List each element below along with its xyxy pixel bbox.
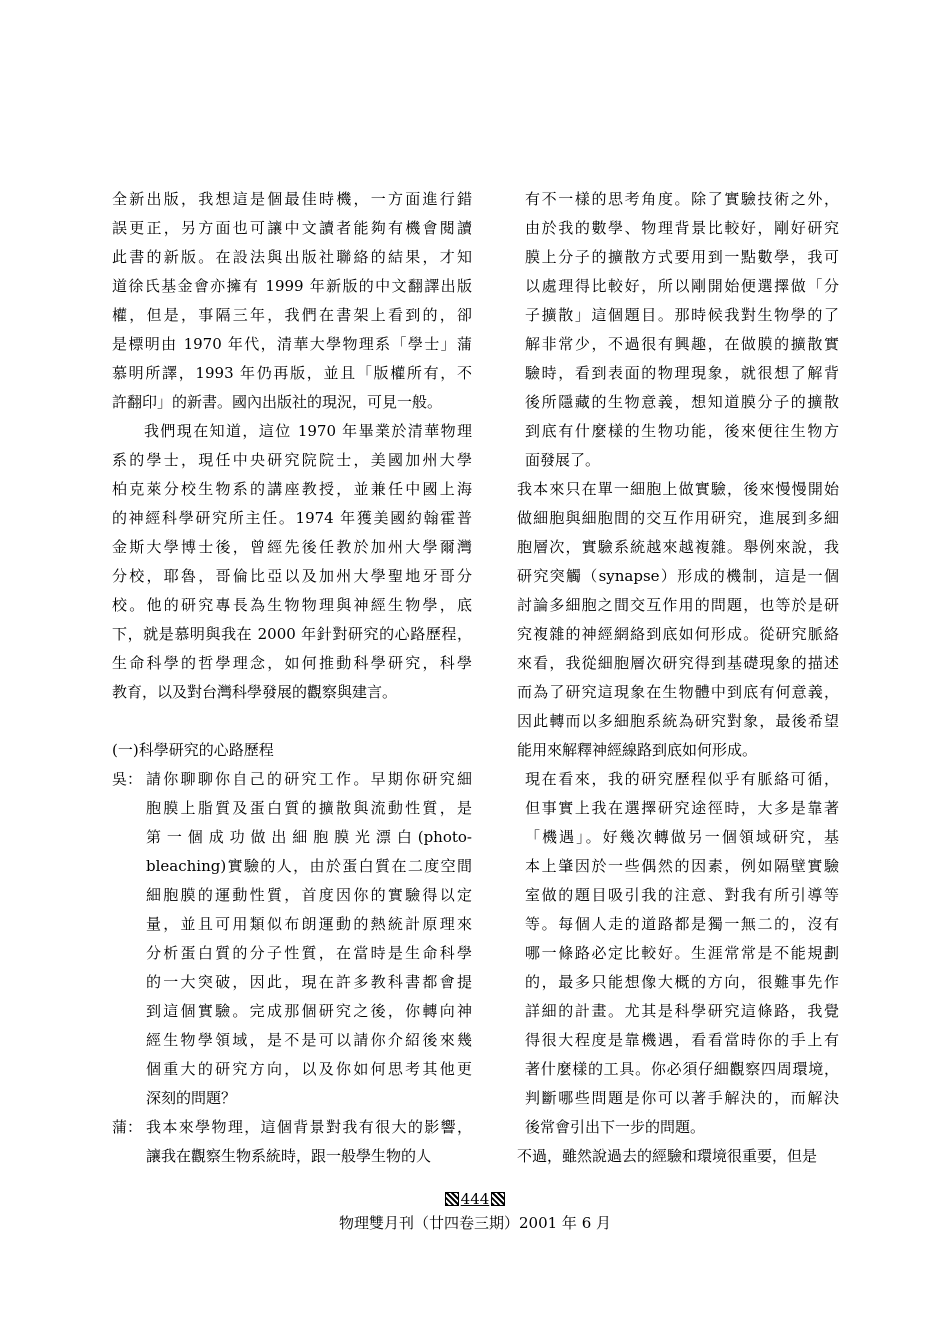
text-line: 深刻的問題？	[146, 1089, 237, 1107]
text-line: 請你聊聊你自己的研究工作。早期你研究細	[146, 770, 472, 788]
text-line: 我本來學物理，這個背景對我有很大的影響，	[146, 1118, 472, 1136]
text-line: 而為了研究這現象在生物體中到底有何意義，	[517, 683, 839, 701]
text-line: 胞膜上脂質及蛋白質的擴散與流動性質，是	[146, 799, 472, 817]
pu-answer	[112, 1113, 472, 1171]
text-line: 系的學士，現任中央研究院院士，美國加州大學	[112, 451, 472, 469]
left-column	[112, 185, 472, 1171]
text-line: 做細胞與細胞間的交互作用研究，進展到多細	[517, 509, 839, 527]
speaker-pu: 蒲：	[112, 1118, 143, 1136]
text-line: 來看，我從細胞層次研究得到基礎現象的描述	[517, 654, 839, 672]
text-line: 詳細的計畫。尤其是科學研究這條路，我覺	[525, 1002, 839, 1020]
text-line: 判斷哪些問題是你可以著手解決的，而解決	[525, 1089, 839, 1107]
text-line: 慕明所譯，1993 年仍再版，並且「版權所有，不	[112, 364, 472, 382]
text-line: 解非常少，不過很有興趣，在做膜的擴散實	[525, 335, 839, 353]
text-line: 分析蛋白質的分子性質，在當時是生命科學	[146, 944, 472, 962]
text-line: 討論多細胞之間交互作用的問題，也等於是研	[517, 596, 839, 614]
text-line: 驗時，看到表面的物理現象，就很想了解背	[525, 364, 839, 382]
text-line: 不過，雖然說過去的經驗和環境很重要，但是	[517, 1147, 818, 1165]
text-line: 得很大程度是靠機遇，看看當時你的手上有	[525, 1031, 839, 1049]
text-line: 研究突觸（synapse）形成的機制，這是一個	[517, 567, 839, 585]
text-line: 校。他的研究專長為生物物理與神經生物學，底	[112, 596, 472, 614]
text-line: 等。每個人走的道路都是獨一無二的，沒有	[525, 915, 839, 933]
text-line: 後常會引出下一步的問題。	[525, 1118, 706, 1136]
text-line: 金斯大學博士後，曾經先後任教於加州大學爾灣	[112, 538, 472, 556]
text-line: 細胞膜的運動性質，首度因你的實驗得以定	[146, 886, 472, 904]
text-line: 誤更正，另方面也可讓中文讀者能夠有機會閱讀	[112, 219, 472, 237]
text-line: 後所隱藏的生物意義，想知道膜分子的擴散	[525, 393, 839, 411]
text-line: 道徐氏基金會亦擁有 1999 年新版的中文翻譯出版	[112, 277, 472, 295]
bio-paragraph	[112, 417, 472, 707]
text-line: 室做的題目吸引我的注意、對我有所引導等	[525, 886, 839, 904]
text-line: bleaching)實驗的人，由於蛋白質在二度空間	[146, 857, 472, 875]
text-line: 以處理得比較好，所以剛開始便選擇做「分	[525, 277, 839, 295]
section-heading: (一)科學研究的心路歷程	[112, 741, 274, 759]
text-line: 量，並且可用類似布朗運動的熱統計原理來	[146, 915, 472, 933]
journal-citation: 物理雙月刊（廿四卷三期）2001 年 6 月	[338, 1214, 612, 1232]
text-line: 膜上分子的擴散方式要用到一點數學，我可	[525, 248, 839, 266]
text-line: 的神經科學研究所主任。1974 年獲美國約翰霍普	[112, 509, 472, 527]
answer-block-1	[517, 185, 839, 475]
intro-paragraph	[112, 185, 472, 417]
text-line: 我們現在知道，這位 1970 年畢業於清華物理	[144, 422, 472, 440]
text-line: 因此轉而以多細胞系統為研究對象，最後希望	[517, 712, 839, 730]
ornament-icon	[491, 1192, 505, 1206]
text-line: 「機遇」。好幾次轉做另一個領域研究，基	[525, 828, 839, 846]
text-line: 教育，以及對台灣科學發展的觀察與建言。	[112, 683, 398, 701]
text-line: 本上肇因於一些偶然的因素，例如隔壁實驗	[525, 857, 839, 875]
text-line: 讓我在觀察生物系統時，跟一般學生物的人	[146, 1147, 432, 1165]
wu-question	[112, 765, 472, 1113]
text-line: 許翻印」的新書。國內出版社的現況，可見一般。	[112, 393, 443, 411]
text-line: 我本來只在單一細胞上做實驗，後來慢慢開始	[517, 480, 839, 498]
text-line: 的，最多只能想像大概的方向，很難事先作	[525, 973, 839, 991]
text-line: 分校，耶魯，哥倫比亞以及加州大學聖地牙哥分	[112, 567, 472, 585]
ornament-icon	[445, 1192, 459, 1206]
text-line: 個重大的研究方向，以及你如何思考其他更	[146, 1060, 472, 1078]
text-line: 下，就是慕明與我在 2000 年針對研究的心路歷程，	[112, 625, 472, 643]
text-line: 到這個實驗。完成那個研究之後，你轉向神	[146, 1002, 472, 1020]
text-line: 此書的新版。在設法與出版社聯絡的結果，才知	[112, 248, 472, 266]
speaker-wu: 吳：	[112, 770, 143, 788]
text-line: 柏克萊分校生物系的講座教授，並兼任中國上海	[112, 480, 472, 498]
text-line: 的一大突破，因此，現在許多教科書都會提	[146, 973, 472, 991]
text-line: 到底有什麼樣的生物功能，後來便往生物方	[525, 422, 839, 440]
text-line: 有不一樣的思考角度。除了實驗技術之外，	[525, 190, 839, 208]
text-line: 胞層次，實驗系統越來越複雜。舉例來說，我	[517, 538, 839, 556]
text-line: 生命科學的哲學理念，如何推動科學研究，科學	[112, 654, 472, 672]
right-column	[517, 185, 839, 1171]
answer-block-3	[517, 765, 839, 1142]
text-line: 經生物學領域，是不是可以請你介紹後來幾	[146, 1031, 472, 1049]
text-line: 哪一條路必定比較好。生涯常常是不能規劃	[525, 944, 839, 962]
page-number: 444	[445, 1188, 506, 1210]
answer-block-4	[517, 1142, 839, 1171]
text-line: 著什麼樣的工具。你必須仔細觀察四周環境，	[525, 1060, 839, 1078]
text-line: 全新出版，我想這是個最佳時機，一方面進行錯	[112, 190, 472, 208]
text-line: 但事實上我在選擇研究途徑時，大多是靠著	[525, 799, 839, 817]
text-line: 是標明由 1970 年代，清華大學物理系「學士」蒲	[112, 335, 472, 353]
page-footer	[0, 1188, 950, 1234]
text-line: 權，但是，事隔三年，我們在書架上看到的，卻	[112, 306, 472, 324]
text-line: 究複雜的神經網絡到底如何形成。從研究脈絡	[517, 625, 839, 643]
text-line: 能用來解釋神經線路到底如何形成。	[517, 741, 758, 759]
answer-block-2	[517, 475, 839, 765]
text-line: 面發展了。	[525, 451, 601, 469]
text-line: 子擴散」這個題目。那時候我對生物學的了	[525, 306, 839, 324]
text-line: 現在看來，我的研究歷程似乎有脈絡可循，	[525, 770, 839, 788]
text-line: 第 一 個 成 功 做 出 細 胞 膜 光 漂 白 (photo-	[146, 828, 472, 846]
text-line: 由於我的數學、物理背景比較好，剛好研究	[525, 219, 839, 237]
